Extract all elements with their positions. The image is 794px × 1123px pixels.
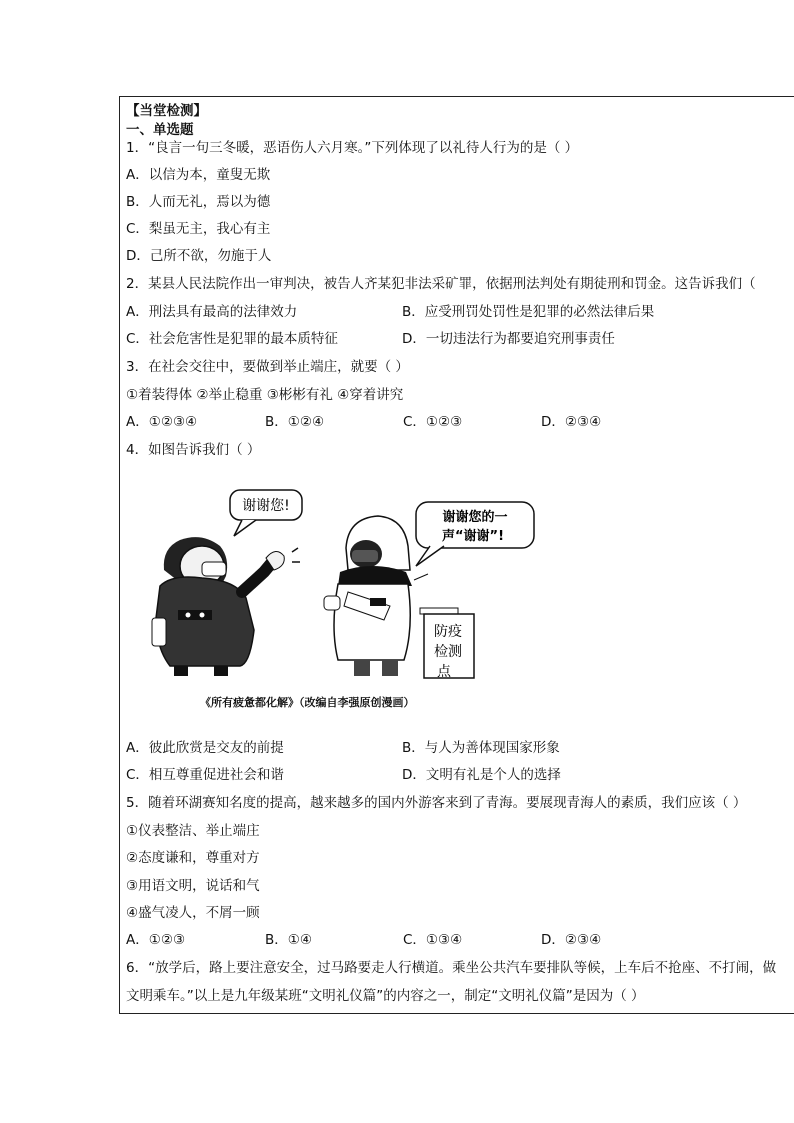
q5-stem: 5．随着环湖赛知名度的提高，越来越多的国内外游客来到了青海。要展现青海人的素质，我们应该（ ） <box>126 795 747 811</box>
q6-stem-line1: 6．“放学后，路上要注意安全，过马路要走人行横道。乘坐公共汽车要排队等候，上车后不抢座、不打闹，做 <box>126 960 777 976</box>
q2-option-c[interactable]: C．社会危害性是犯罪的最本质特征 <box>126 331 338 347</box>
q3-option-a[interactable]: A．①②③④ <box>126 414 198 430</box>
q4-option-a[interactable]: A．彼此欣赏是交友的前提 <box>126 740 284 756</box>
q5-option-b[interactable]: B．①④ <box>265 932 312 948</box>
q3-option-c[interactable]: C．①②③ <box>403 414 463 430</box>
sign-text-line3: 点 <box>437 664 451 680</box>
q4-option-c[interactable]: C．相互尊重促进社会和谐 <box>126 767 284 783</box>
q5-item-1: ①仪表整洁、举止端庄 <box>126 823 260 839</box>
q2-option-d[interactable]: D．一切违法行为都要追究刑事责任 <box>402 331 615 347</box>
man-figure <box>152 537 300 676</box>
q2-stem: 2．某县人民法院作出一审判决，被告人齐某犯非法采矿罪，依据刑法判处有期徒刑和罚金。这告诉我们（ <box>126 276 756 292</box>
q5-option-a[interactable]: A．①②③ <box>126 932 186 948</box>
q1-option-c[interactable]: C．梨虽无主，我心有主 <box>126 221 271 237</box>
bubble-right-text-line1: 谢谢您的一 <box>442 510 508 525</box>
q1-option-b[interactable]: B．人而无礼，焉以为德 <box>126 194 271 210</box>
q1-option-a[interactable]: A．以信为本，童叟无欺 <box>126 167 271 183</box>
q6-stem-line2: 文明乘车。”以上是九年级某班“文明礼仪篇”的内容之一，制定“文明礼仪篇”是因为（ ） <box>126 988 645 1004</box>
q4-stem: 4．如图告诉我们（ ） <box>126 442 261 458</box>
sign-text-line1: 防疫 <box>434 624 462 640</box>
worker-figure <box>324 516 428 676</box>
q2-option-b[interactable]: B．应受刑罚处罚性是犯罪的必然法律后果 <box>402 304 655 320</box>
bubble-right-text-line2: 声“谢谢”! <box>441 529 505 544</box>
q5-item-2: ②态度谦和，尊重对方 <box>126 850 260 866</box>
q3-option-b[interactable]: B．①②④ <box>265 414 325 430</box>
section-title: 【当堂检测】 <box>126 103 207 119</box>
q3-stem: 3．在社会交往中，要做到举止端庄，就要（ ） <box>126 359 409 375</box>
speech-bubble-left <box>230 490 302 536</box>
q5-item-4: ④盛气凌人，不屑一顾 <box>126 905 260 921</box>
q1-option-d[interactable]: D．己所不欲，勿施于人 <box>126 248 272 264</box>
part-title: 一、单选题 <box>126 122 194 138</box>
q1-stem: 1．“良言一句三冬暖，恶语伤人六月寒。”下列体现了以礼待人行为的是（ ） <box>126 140 579 156</box>
checkpoint-sign <box>420 608 474 680</box>
q4-option-b[interactable]: B．与人为善体现国家形象 <box>402 740 560 756</box>
q2-option-a[interactable]: A．刑法具有最高的法律效力 <box>126 304 298 320</box>
q5-item-3: ③用语文明，说话和气 <box>126 878 260 894</box>
q5-option-d[interactable]: D．②③④ <box>541 932 602 948</box>
q3-items: ①着装得体 ②举止稳重 ③彬彬有礼 ④穿着讲究 <box>126 387 404 403</box>
bubble-left-text: 谢谢您! <box>242 498 290 514</box>
q3-option-d[interactable]: D．②③④ <box>541 414 602 430</box>
q5-option-c[interactable]: C．①③④ <box>403 932 463 948</box>
comic-illustration <box>142 488 542 688</box>
speech-bubble-right <box>416 502 534 566</box>
q4-option-d[interactable]: D．文明有礼是个人的选择 <box>402 767 561 783</box>
comic-caption: 《所有疲惫都化解》（改编自李强原创漫画） <box>200 696 415 709</box>
sign-text-line2: 检测 <box>434 644 462 660</box>
